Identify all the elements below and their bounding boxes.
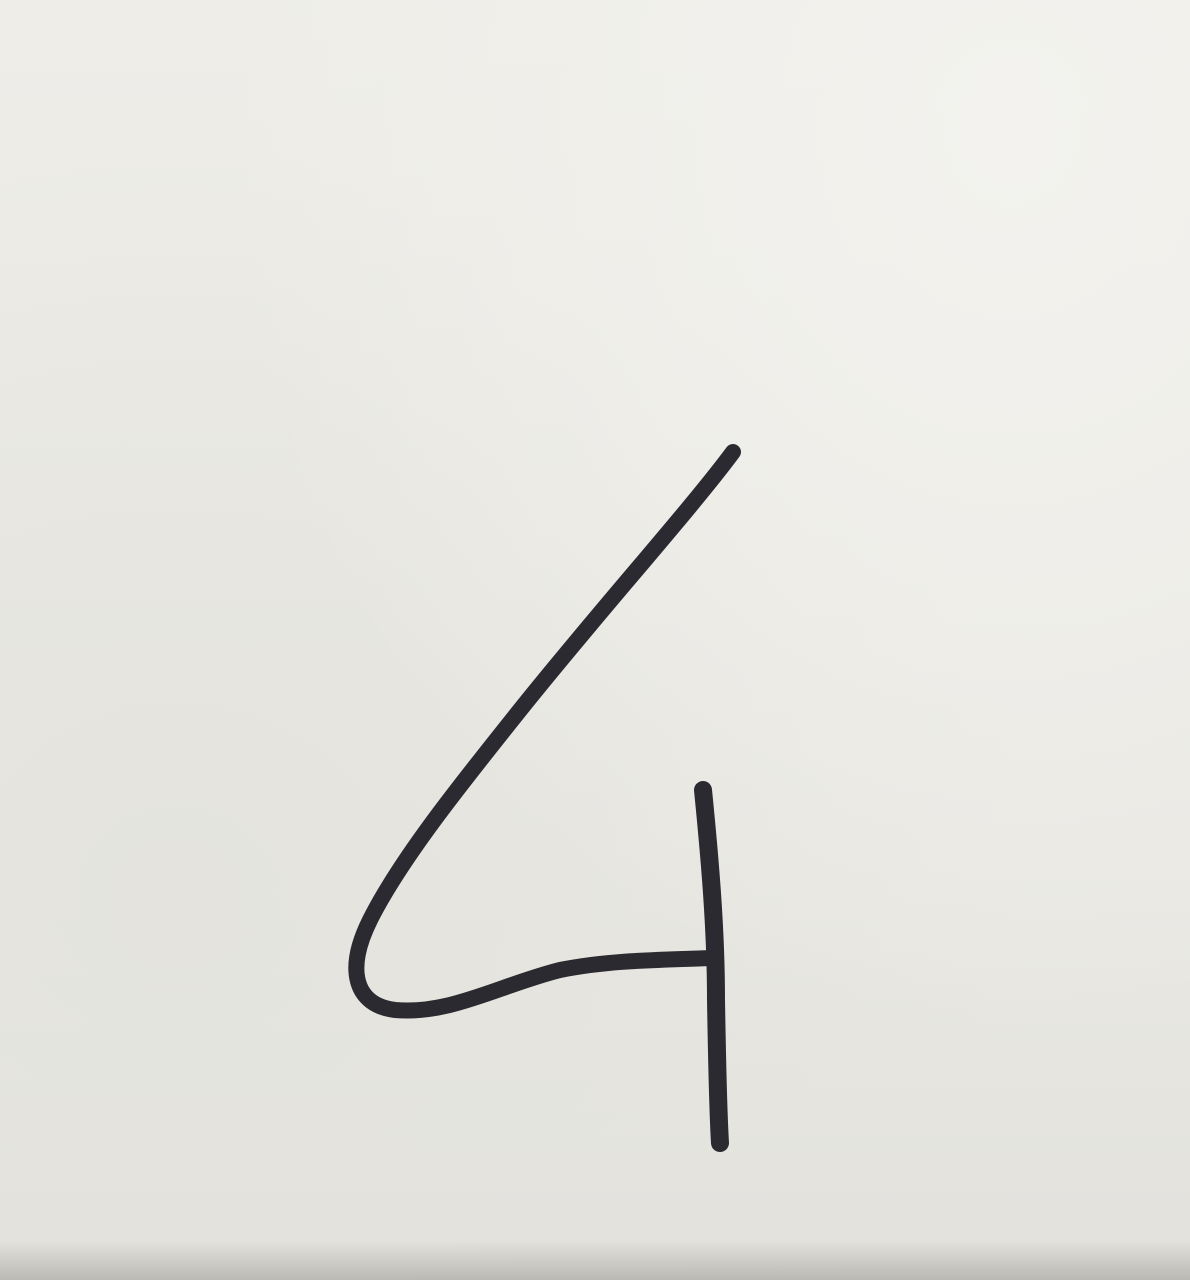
bottom-edge-shadow xyxy=(0,1240,1190,1280)
digit-stroke-vertical xyxy=(703,790,720,1143)
digit-stroke-diagonal-and-base xyxy=(356,452,733,1011)
